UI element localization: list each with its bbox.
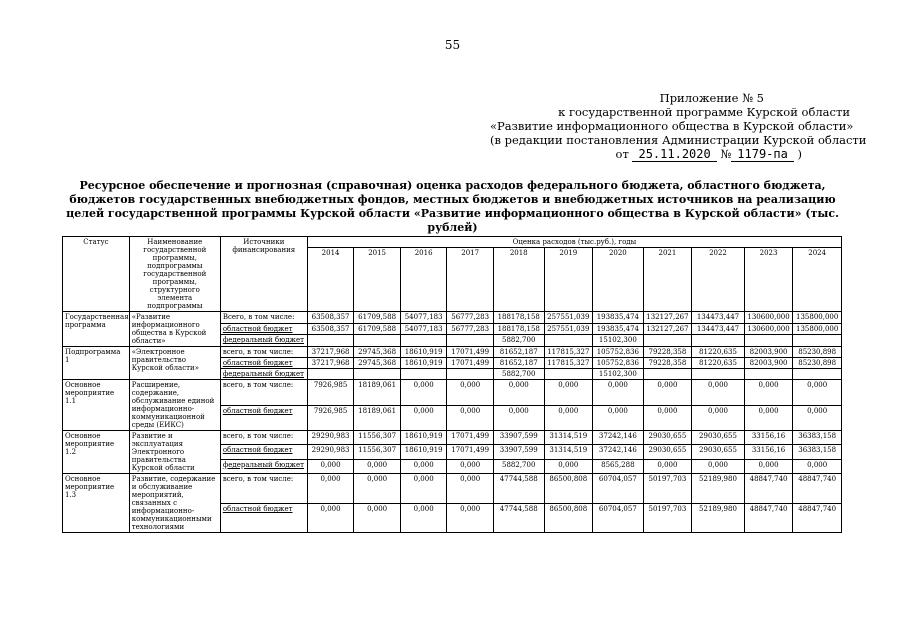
value-cell: 29030,655 bbox=[643, 431, 692, 445]
value-cell: 0,000 bbox=[593, 380, 644, 406]
value-cell: 105752,836 bbox=[593, 358, 644, 369]
value-cell: 31314,519 bbox=[544, 431, 593, 445]
value-cell: 0,000 bbox=[447, 474, 494, 504]
row-status: Основное мероприятие 1.1 bbox=[63, 380, 130, 431]
row-source: областной бюджет bbox=[220, 445, 307, 459]
value-cell bbox=[544, 335, 593, 347]
value-cell: 18189,061 bbox=[354, 405, 401, 431]
row-name: Развитие и эксплуатация Электронного правительства Курской области bbox=[129, 431, 220, 474]
row-name: «Электронное правительство Курской области» bbox=[129, 347, 220, 380]
value-cell: 188178,158 bbox=[493, 323, 544, 335]
value-cell: 130600,000 bbox=[744, 312, 793, 324]
value-cell bbox=[354, 335, 401, 347]
value-cell: 7926,985 bbox=[307, 405, 354, 431]
value-cell: 82003,900 bbox=[744, 358, 793, 369]
value-cell: 36383,158 bbox=[793, 431, 842, 445]
value-cell: 8565,288 bbox=[593, 459, 644, 473]
value-cell: 0,000 bbox=[793, 405, 842, 431]
value-cell: 0,000 bbox=[400, 380, 447, 406]
value-cell: 0,000 bbox=[447, 405, 494, 431]
value-cell: 17071,499 bbox=[447, 445, 494, 459]
row-source: областной бюджет bbox=[220, 503, 307, 533]
value-cell bbox=[692, 369, 745, 380]
header-year: 2020 bbox=[593, 248, 644, 312]
table-row bbox=[63, 380, 842, 406]
appendix-block bbox=[490, 91, 867, 161]
value-cell: 48847,740 bbox=[744, 503, 793, 533]
value-cell bbox=[447, 335, 494, 347]
appendix-title: Приложение № 5 bbox=[659, 91, 764, 105]
value-cell: 81220,635 bbox=[692, 347, 745, 358]
header-year: 2015 bbox=[354, 248, 401, 312]
value-cell: 0,000 bbox=[447, 380, 494, 406]
value-cell bbox=[447, 369, 494, 380]
appendix-line: «Развитие информационного общества в Курской области» bbox=[490, 119, 854, 133]
value-cell: 0,000 bbox=[692, 459, 745, 473]
value-cell: 33907,599 bbox=[493, 445, 544, 459]
value-cell: 29030,655 bbox=[692, 445, 745, 459]
value-cell: 0,000 bbox=[447, 459, 494, 473]
value-cell: 33156,16 bbox=[744, 445, 793, 459]
header-year: 2024 bbox=[793, 248, 842, 312]
value-cell: 0,000 bbox=[793, 459, 842, 473]
row-source: областной бюджет bbox=[220, 358, 307, 369]
value-cell: 5882,700 bbox=[493, 459, 544, 473]
value-cell: 48847,740 bbox=[793, 474, 842, 504]
value-cell bbox=[354, 369, 401, 380]
value-cell: 18610,919 bbox=[400, 358, 447, 369]
value-cell: 134473,447 bbox=[692, 323, 745, 335]
header-year: 2023 bbox=[744, 248, 793, 312]
date-prefix: от bbox=[615, 147, 629, 161]
header-year: 2017 bbox=[447, 248, 494, 312]
value-cell: 47744,588 bbox=[493, 503, 544, 533]
value-cell: 63508,357 bbox=[307, 312, 354, 324]
value-cell: 85230,898 bbox=[793, 358, 842, 369]
value-cell: 31314,519 bbox=[544, 445, 593, 459]
value-cell: 15102,300 bbox=[593, 369, 644, 380]
value-cell: 29745,368 bbox=[354, 358, 401, 369]
value-cell: 193835,474 bbox=[593, 312, 644, 324]
value-cell: 7926,985 bbox=[307, 380, 354, 406]
value-cell: 188178,158 bbox=[493, 312, 544, 324]
value-cell: 54077,183 bbox=[400, 323, 447, 335]
value-cell: 37217,968 bbox=[307, 347, 354, 358]
value-cell: 134473,447 bbox=[692, 312, 745, 324]
value-cell: 47744,588 bbox=[493, 474, 544, 504]
header-year: 2022 bbox=[692, 248, 745, 312]
value-cell: 0,000 bbox=[493, 380, 544, 406]
value-cell: 48847,740 bbox=[744, 474, 793, 504]
value-cell bbox=[307, 369, 354, 380]
row-source: областной бюджет bbox=[220, 405, 307, 431]
row-source: всего, в том числе: bbox=[220, 380, 307, 406]
value-cell: 82003,900 bbox=[744, 347, 793, 358]
number-prefix: № bbox=[720, 147, 732, 161]
table-row bbox=[63, 431, 842, 445]
value-cell: 105752,836 bbox=[593, 347, 644, 358]
value-cell: 17071,499 bbox=[447, 358, 494, 369]
value-cell bbox=[400, 369, 447, 380]
value-cell: 0,000 bbox=[307, 459, 354, 473]
value-cell: 15102,300 bbox=[593, 335, 644, 347]
row-source: федеральный бюджет bbox=[220, 369, 307, 380]
value-cell: 132127,267 bbox=[643, 312, 692, 324]
page-number: 55 bbox=[444, 38, 461, 52]
value-cell: 18189,061 bbox=[354, 380, 401, 406]
value-cell: 0,000 bbox=[643, 405, 692, 431]
value-cell bbox=[793, 369, 842, 380]
header-year: 2018 bbox=[493, 248, 544, 312]
closing-paren: ) bbox=[797, 147, 802, 161]
value-cell: 29745,368 bbox=[354, 347, 401, 358]
value-cell: 0,000 bbox=[692, 380, 745, 406]
value-cell: 0,000 bbox=[354, 459, 401, 473]
row-source: федеральный бюджет bbox=[220, 335, 307, 347]
value-cell: 11556,307 bbox=[354, 445, 401, 459]
row-source: областной бюджет bbox=[220, 323, 307, 335]
row-status: Подпрограмма 1 bbox=[63, 347, 130, 380]
value-cell: 0,000 bbox=[354, 503, 401, 533]
table-row bbox=[63, 347, 842, 358]
header-year: 2016 bbox=[400, 248, 447, 312]
value-cell: 18610,919 bbox=[400, 445, 447, 459]
value-cell: 50197,703 bbox=[643, 503, 692, 533]
value-cell bbox=[744, 369, 793, 380]
value-cell: 29030,655 bbox=[692, 431, 745, 445]
row-status: Основное мероприятие 1.3 bbox=[63, 474, 130, 533]
value-cell: 257551,039 bbox=[544, 323, 593, 335]
row-name: Расширение, содержание, обслуживание единой информационно-коммуникационной среды (ЕИКС) bbox=[129, 380, 220, 431]
header-status: Статус bbox=[63, 237, 130, 312]
value-cell: 52189,980 bbox=[692, 474, 745, 504]
table-body bbox=[63, 312, 842, 533]
value-cell: 33907,599 bbox=[493, 431, 544, 445]
table-row bbox=[63, 312, 842, 324]
value-cell: 52189,980 bbox=[692, 503, 745, 533]
value-cell: 54077,183 bbox=[400, 312, 447, 324]
value-cell: 18610,919 bbox=[400, 431, 447, 445]
value-cell: 0,000 bbox=[493, 405, 544, 431]
value-cell: 17071,499 bbox=[447, 431, 494, 445]
value-cell: 60704,057 bbox=[593, 474, 644, 504]
value-cell: 0,000 bbox=[400, 474, 447, 504]
row-status: Основное мероприятие 1.2 bbox=[63, 431, 130, 474]
value-cell: 11556,307 bbox=[354, 431, 401, 445]
value-cell: 29290,983 bbox=[307, 431, 354, 445]
value-cell: 48847,740 bbox=[793, 503, 842, 533]
value-cell: 0,000 bbox=[447, 503, 494, 533]
value-cell: 0,000 bbox=[400, 503, 447, 533]
value-cell: 37217,968 bbox=[307, 358, 354, 369]
value-cell: 0,000 bbox=[744, 459, 793, 473]
value-cell: 130600,000 bbox=[744, 323, 793, 335]
row-source: всего, в том числе: bbox=[220, 431, 307, 445]
value-cell: 257551,039 bbox=[544, 312, 593, 324]
row-source: федеральный бюджет bbox=[220, 459, 307, 473]
value-cell: 81652,187 bbox=[493, 347, 544, 358]
value-cell: 5882,700 bbox=[493, 335, 544, 347]
value-cell: 61709,588 bbox=[354, 323, 401, 335]
appendix-line: (в редакции постановления Администрации Курской области bbox=[490, 133, 867, 147]
decree-number: 1179-па bbox=[731, 147, 794, 162]
value-cell: 56777,283 bbox=[447, 323, 494, 335]
header-sources: Источники финансирования bbox=[220, 237, 307, 312]
value-cell: 117815,327 bbox=[544, 358, 593, 369]
value-cell: 37242,146 bbox=[593, 431, 644, 445]
value-cell: 132127,267 bbox=[643, 323, 692, 335]
value-cell: 135800,000 bbox=[793, 312, 842, 324]
value-cell bbox=[544, 369, 593, 380]
value-cell: 5882,700 bbox=[493, 369, 544, 380]
value-cell: 33156,16 bbox=[744, 431, 793, 445]
value-cell: 0,000 bbox=[307, 503, 354, 533]
row-name: Развитие, содержание и обслуживание мероприятий, связанных с информационно-коммуникационными технологиями bbox=[129, 474, 220, 533]
value-cell bbox=[643, 369, 692, 380]
value-cell bbox=[793, 335, 842, 347]
value-cell bbox=[744, 335, 793, 347]
value-cell: 135800,000 bbox=[793, 323, 842, 335]
header-year: 2021 bbox=[643, 248, 692, 312]
value-cell: 0,000 bbox=[593, 405, 644, 431]
value-cell: 0,000 bbox=[793, 380, 842, 406]
table-head bbox=[63, 237, 842, 312]
value-cell: 81220,635 bbox=[692, 358, 745, 369]
header-name: Наименование государственной программы, подпрограммы государственной программы, структурного элемента подпрограммы bbox=[129, 237, 220, 312]
row-source: всего, в том числе: bbox=[220, 474, 307, 504]
value-cell: 0,000 bbox=[400, 405, 447, 431]
row-source: всего, в том числе: bbox=[220, 347, 307, 358]
header-year: 2014 bbox=[307, 248, 354, 312]
row-status: Государственная программа bbox=[63, 312, 130, 347]
value-cell bbox=[400, 335, 447, 347]
value-cell: 29030,655 bbox=[643, 445, 692, 459]
value-cell bbox=[692, 335, 745, 347]
value-cell: 79228,358 bbox=[643, 358, 692, 369]
value-cell bbox=[307, 335, 354, 347]
value-cell: 193835,474 bbox=[593, 323, 644, 335]
value-cell: 79228,358 bbox=[643, 347, 692, 358]
document-title: Ресурсное обеспечение и прогнозная (справочная) оценка расходов федерального бюджета, областного бюджета, бюджетов государственных внебюджетных фондов, местных бюджетов и внебюджетных источников на реализацию целей государственной программы Курской области «Развитие информационного общества в Курской области» (тыс. рублей) bbox=[66, 179, 839, 234]
value-cell: 0,000 bbox=[692, 405, 745, 431]
row-source: Всего, в том числе: bbox=[220, 312, 307, 324]
appendix-date-line bbox=[490, 147, 850, 161]
value-cell: 0,000 bbox=[744, 380, 793, 406]
row-name: «Развитие информационного общества в Курской области» bbox=[129, 312, 220, 347]
value-cell: 0,000 bbox=[544, 405, 593, 431]
value-cell: 61709,588 bbox=[354, 312, 401, 324]
resource-table bbox=[62, 236, 842, 533]
table-row bbox=[63, 474, 842, 504]
value-cell: 0,000 bbox=[354, 474, 401, 504]
header-year: 2019 bbox=[544, 248, 593, 312]
value-cell: 17071,499 bbox=[447, 347, 494, 358]
value-cell: 0,000 bbox=[643, 459, 692, 473]
value-cell: 37242,146 bbox=[593, 445, 644, 459]
value-cell: 0,000 bbox=[643, 380, 692, 406]
value-cell: 0,000 bbox=[744, 405, 793, 431]
value-cell: 50197,703 bbox=[643, 474, 692, 504]
header-estimate: Оценка расходов (тыс.руб.), годы bbox=[307, 237, 841, 248]
value-cell: 36383,158 bbox=[793, 445, 842, 459]
value-cell: 0,000 bbox=[307, 474, 354, 504]
value-cell: 63508,357 bbox=[307, 323, 354, 335]
value-cell: 86500,808 bbox=[544, 474, 593, 504]
value-cell: 60704,057 bbox=[593, 503, 644, 533]
appendix-line: к государственной программе Курской области bbox=[558, 105, 850, 119]
value-cell: 56777,283 bbox=[447, 312, 494, 324]
value-cell: 0,000 bbox=[544, 459, 593, 473]
value-cell: 18610,919 bbox=[400, 347, 447, 358]
value-cell: 81652,187 bbox=[493, 358, 544, 369]
value-cell: 117815,327 bbox=[544, 347, 593, 358]
value-cell: 29290,983 bbox=[307, 445, 354, 459]
value-cell: 0,000 bbox=[544, 380, 593, 406]
value-cell: 85230,898 bbox=[793, 347, 842, 358]
value-cell bbox=[643, 335, 692, 347]
value-cell: 0,000 bbox=[400, 459, 447, 473]
value-cell: 86500,808 bbox=[544, 503, 593, 533]
decree-date: 25.11.2020 bbox=[632, 147, 716, 162]
